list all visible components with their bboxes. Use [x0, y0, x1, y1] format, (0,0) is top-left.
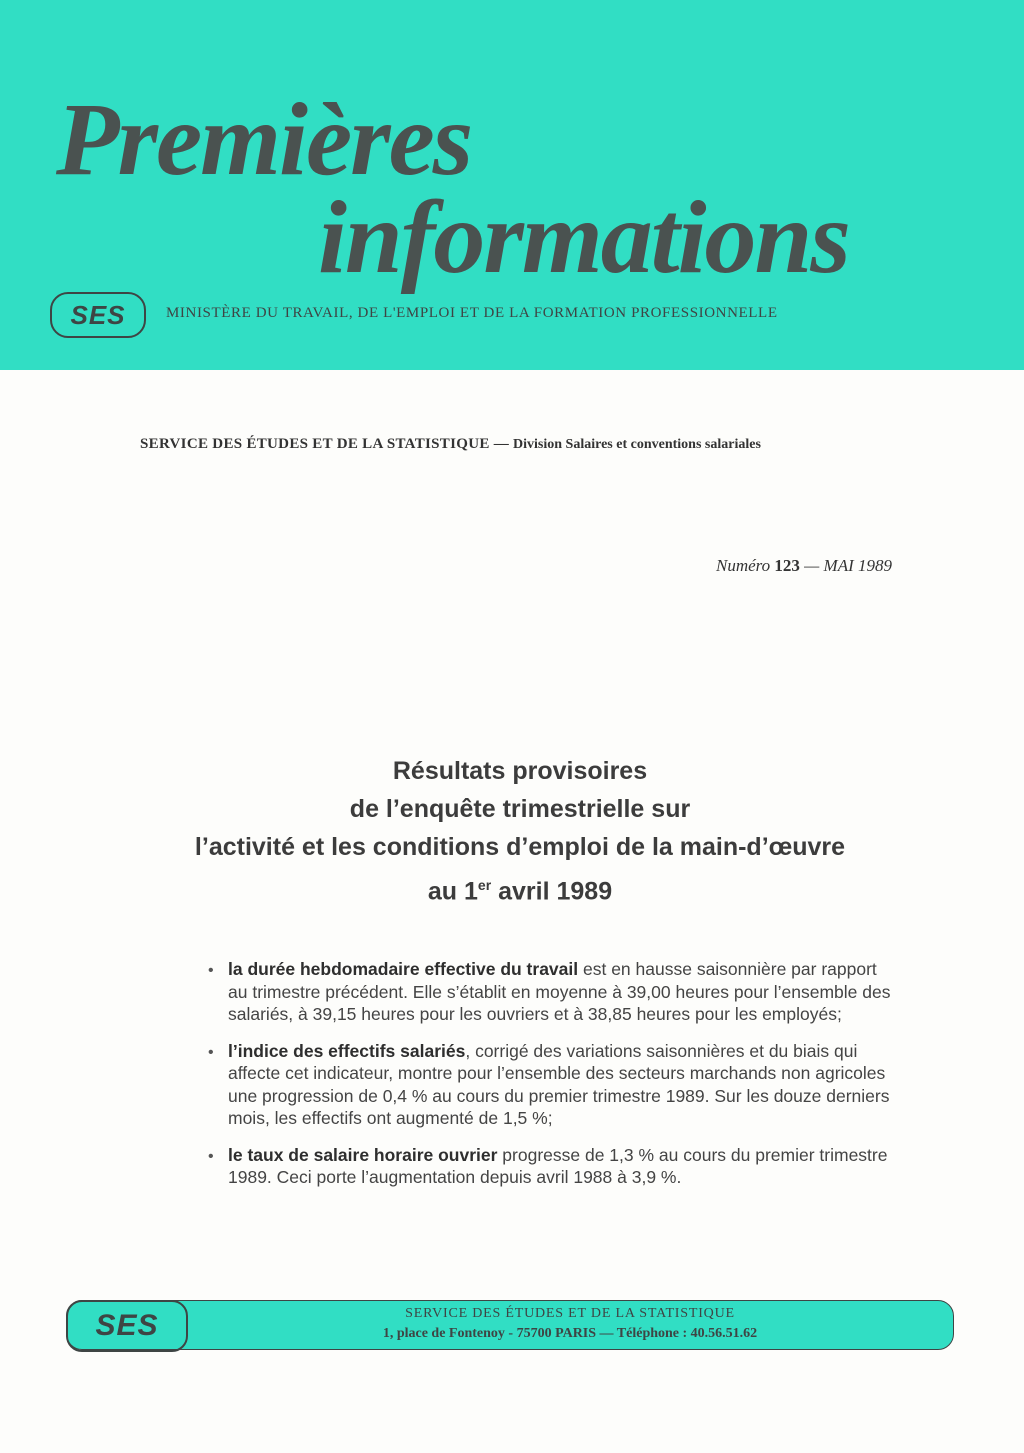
- publication-title-line1: Premières: [56, 82, 472, 197]
- issue-date: MAI 1989: [823, 556, 892, 575]
- bullet-item: [206, 1040, 896, 1130]
- main-title-line4-sup: er: [477, 877, 492, 893]
- footer-address: [200, 1304, 940, 1344]
- footer-contact: 1, place de Fontenoy - 75700 PARIS — Téléphone : 40.56.51.62: [382, 1326, 758, 1341]
- bullet-item: [206, 1144, 896, 1189]
- bullet-text: est en hausse saisonnière par rapport au trimestre précédent. Elle s’établit en moyenne à 39,00 heures pour l’ensemble des salariés, à 39,15 heures pour les ouvriers et à 38,85 heures pour les employés;: [228, 959, 891, 1024]
- bullet-item: [206, 958, 896, 1026]
- service-separator: —: [489, 436, 514, 452]
- ses-logo: SES: [50, 292, 146, 338]
- bullet-text: progresse de 1,3 % au cours du premier trimestre 1989. Ceci porte l’augmentation depuis avril 1988 à 3,9 %.: [228, 1144, 888, 1187]
- bullet-text: , corrigé des variations saisonnières et du biais qui affecte cet indicateur, montre pour l’ensemble des secteurs marchands non agricoles une progression de 0,4 % au cours du premier trimestre 1989. Sur les douze derniers mois, les effectifs ont augmenté de 1,5 %;: [228, 1040, 890, 1128]
- issue-label: Numéro: [716, 556, 771, 575]
- main-title-line4-suffix: avril 1989: [491, 877, 613, 906]
- main-title-line2: de l’enquête trimestrielle sur: [349, 795, 691, 823]
- bullet-bold: la durée hebdomadaire effective du travail: [228, 959, 579, 979]
- publication-title-line2: informations: [318, 180, 849, 295]
- ministry-name: MINISTÈRE DU TRAVAIL, DE L'EMPLOI ET DE LA FORMATION PROFESSIONNELLE: [166, 305, 778, 321]
- bullet-dot-icon: •: [208, 962, 214, 979]
- main-title-line3: l’activité et les conditions d’emploi de la main-d’œuvre: [194, 833, 846, 861]
- issue-number: 123: [774, 556, 800, 575]
- summary-bullets: [206, 958, 896, 1203]
- main-title: [90, 752, 950, 910]
- bullet-dot-icon: •: [208, 1147, 214, 1165]
- service-line: [140, 436, 892, 453]
- issue-info: [560, 556, 892, 576]
- ses-logo-footer: SES: [66, 1300, 188, 1352]
- issue-separator: —: [799, 556, 824, 575]
- division-name: Division Salaires et conventions salariales: [513, 437, 761, 452]
- main-title-line4: [90, 866, 950, 910]
- main-title-line4-prefix: au 1: [427, 877, 478, 906]
- bullet-bold: l’indice des effectifs salariés: [228, 1040, 466, 1061]
- footer-service: SERVICE DES ÉTUDES ET DE LA STATISTIQUE: [405, 1306, 735, 1321]
- header-band: [0, 0, 1024, 370]
- main-title-line1: Résultats provisoires: [392, 757, 648, 785]
- bullet-bold: le taux de salaire horaire ouvrier: [228, 1144, 498, 1165]
- service-name: SERVICE DES ÉTUDES ET DE LA STATISTIQUE: [140, 436, 490, 452]
- bullet-dot-icon: •: [208, 1043, 214, 1061]
